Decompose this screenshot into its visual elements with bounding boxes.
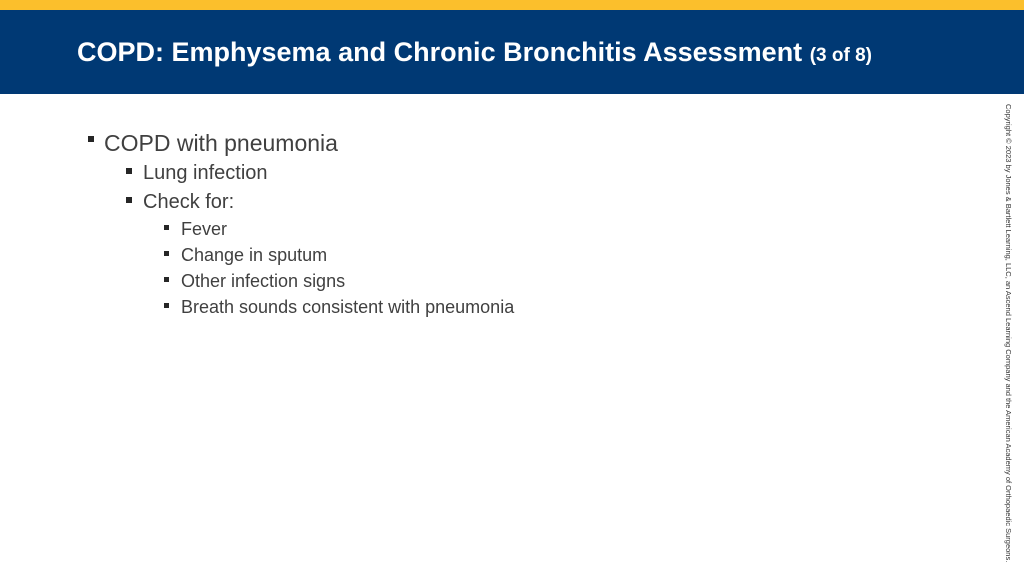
slide-title-suffix: (3 of 8) xyxy=(809,45,872,66)
bullet-marker-icon xyxy=(126,168,132,174)
bullet-lung-infection: Lung infection xyxy=(143,162,268,184)
bullet-marker-icon xyxy=(164,303,169,308)
copyright-notice: Copyright © 2023 by Jones & Bartlett Learning, LLC, an Ascend Learning Company and the American Academy of Orthopaedic Surgeons. xyxy=(1004,104,1013,563)
bullet-marker-icon xyxy=(126,197,132,203)
bullet-other-infection-signs: Other infection signs xyxy=(181,271,346,291)
bullet-marker-icon xyxy=(88,136,94,142)
bullet-marker-icon xyxy=(164,225,169,230)
bullet-change-in-sputum: Change in sputum xyxy=(181,245,328,265)
bullet-breath-sounds: Breath sounds consistent with pneumonia xyxy=(181,297,515,317)
bullet-check-for: Check for: xyxy=(143,191,235,213)
bullet-copd-with-pneumonia: COPD with pneumonia xyxy=(104,130,338,156)
bullet-marker-icon xyxy=(164,251,169,256)
bullet-fever: Fever xyxy=(181,219,228,239)
slide-title-text: COPD: Emphysema and Chronic Bronchitis Assessment xyxy=(77,37,803,67)
bullet-marker-icon xyxy=(164,277,169,282)
